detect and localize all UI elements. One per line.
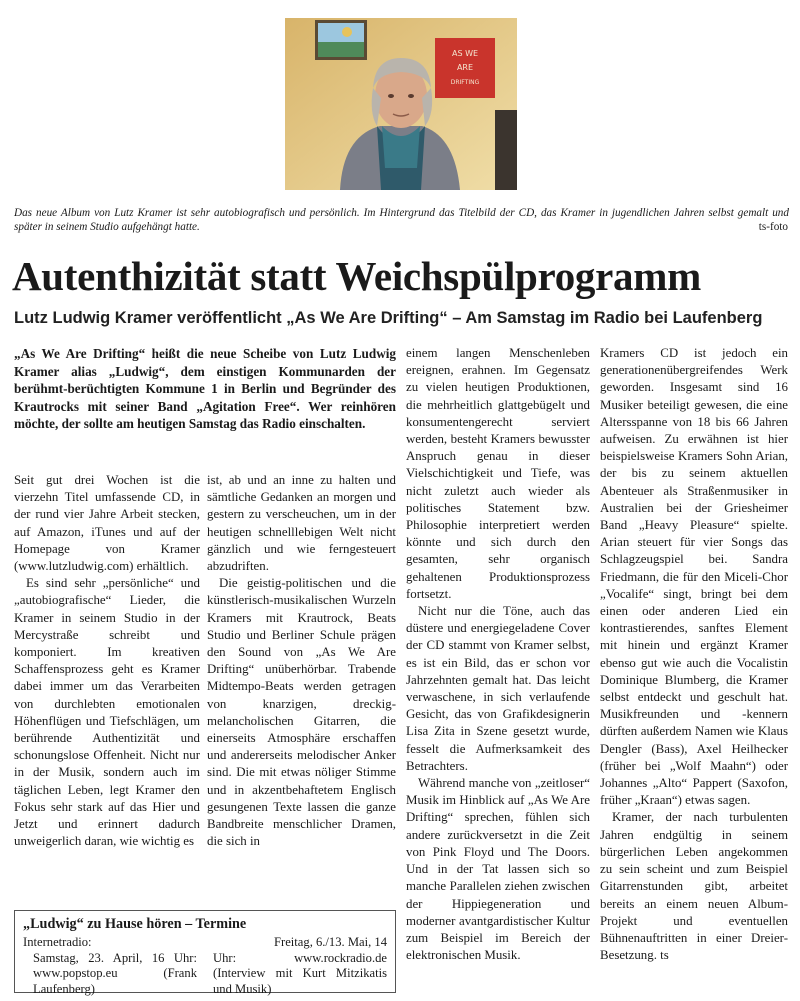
column-paragraph: Kramers CD ist jedoch ein generationenübergreifendes Werk geworden. Insgesamt sind 16 Musiker beteiligt gewesen, die eine Altersspanne von 18 bis 66 Jahren aufweisen. Zu erwähnen ist hier beispielsweise Kramers Sohn Arian, der bis zu seinem aktuellen Abenteuer als Straßenmusiker in Australien bei der Griesheimer Band „Heavy Pleasure“ spielte. Arian steuert für vier Songs das Schlagzeugspiel bei. Sandra Friedmann, die für den Miceli-Chor „Vocalife“ singt, bringt bei dem einen oder anderen Lied ein kontrastierendes, sanftes Element mit hinein und ergänzt Kramer ebenso gut wie auch die Vocalistin Dominique Blumberg, die Kramer selbst entdeckt und geschult hat. Musikfreunden und -kennern dürften außerdem Namen wie Klaus Dengler (Bass), Axel Heilhecker (früher bei „Wolf Maahn“) oder Johannes „Alto“ Pappert (Saxofon, früher „Kraan“) etwas sagen. [600, 346, 788, 808]
column-paragraph: einem langen Menschenleben ereignen, erahnen. Im Gegensatz zu vielen heutigen Produktionen, die mehrheitlich glattgebügelt und konsumentengerecht serviert werden, besteht Kramers bewusster Anspruch genau in dieser Vielschichtigkeit und Tiefe, was nicht zuletzt auch wieder als politisches Statement bzw. Philosophie interpretiert werden könnte und sich durch den gesamten, sehr organisch gehaltenen Produktionsprozess fortsetzt. [406, 346, 590, 601]
column-paragraph: Nicht nur die Töne, auch das düstere und energiegeladene Cover der CD stammt von Kramer selbst, es ist ein Bild, das er schon vor Jahrzehnten gemalt hat. Das leicht verwaschene, in sich verlaufende Gesicht, das von Grafikdesignerin Lisa Zita in Szene gesetzt wurde, fesselt die Aufmerksamkeit des Betrachters. [406, 604, 590, 773]
column-paragraph: Die geistig-politischen und die künstlerisch-musikalischen Wurzeln Kramers mit Krautrock, Beats Studio und Berliner Schule prägen den Sound von „As We Are Drifting“ unüberhörbar. Trabende Midtempo-Beats werden getragen von knarzigen, dreckig-melancholischen Gitarren, die einerseits Atmosphäre erschaffen und andererseits melodischer Anker sind. Die mit etwas nöliger Stimme und in akzentbehaftetem Englisch gesungenen Texte lassen die ganze Bandbreite menschlicher Dramen, die sich in [207, 576, 396, 849]
photo-credit: ts-foto [758, 221, 788, 233]
info-box-right [213, 935, 387, 997]
lead-text: „As We Are Drifting“ heißt die neue Scheibe von Lutz Ludwig Kramer alias „Ludwig“, dem einstigen Kommunarden der berühmt-berüchtigten Kommune 1 in Berlin und Begründer des Krautrocks mit seiner Band „Agitation Free“. Wer reinhören möchte, der sollte am heutigen Samstag das Radio einschalten. [14, 346, 396, 432]
column-paragraph: Es sind sehr „persönliche“ und „autobiografische“ Lieder, die Kramer in seinem Studio in der Mercystraße schreibt und komponiert. Im kreativen Schaffensprozess geht es Kramer dabei immer um das Verarbeiten von durchlebten emotionalen Höhenflügen und Tiefschlägen, um berührende Authentizität und schonungslose Offenheit. Nicht nur in der Musik, sondern auch im täglichen Leben, legt Kramer den Fokus sehr stark auf das Hier und Jetzt und erinnert dadurch unweigerlich daran, wie wichtig es [14, 576, 200, 849]
info-box-left-head: Internetradio: [23, 935, 92, 949]
column-paragraph: Seit gut drei Wochen ist die vierzehn Titel umfassende CD, in der rund vier Jahre Arbeit stecken, auf Amazon, iTunes und auf der Homepage von Kramer (www.lutzludwig.com) erhältlich. [14, 473, 200, 574]
info-box-title: „Ludwig“ zu Hause hören – Termine [23, 916, 247, 932]
info-box-left [23, 935, 197, 997]
article-column-1 [14, 472, 200, 850]
portrait-photo [285, 18, 517, 190]
column-paragraph: Während manche von „zeitloser“ Musik im Hinblick auf „As We Are Drifting“ sprechen, fühlen sich andere zurückversetzt in die Zeit von Pink Floyd und The Doors. Und in der Tat lassen sich so manche Parallelen ziehen zwischen der Hippiegeneration und moderner avantgardistischer Kultur zum Beispiel im Bereich der elektronischen Musik. [406, 776, 590, 963]
svg-text:ARE: ARE [456, 63, 474, 72]
wall-painting [315, 20, 367, 60]
info-box-right-body: Uhr: www.rockradio.de (Interview mit Kurt Mitzikatis und Musik) [213, 950, 387, 996]
cd-cover-painting [435, 38, 495, 98]
info-box-left-body: Samstag, 23. April, 16 Uhr: www.popstop.eu (Frank Laufenberg) [33, 950, 197, 996]
article-photo [285, 18, 517, 190]
subheadline: Lutz Ludwig Kramer veröffentlicht „As We Are Drifting“ – Am Samstag im Radio bei Laufenberg [14, 309, 763, 327]
article-column-4 [600, 345, 788, 964]
article-column-3 [406, 345, 590, 964]
svg-text:AS WE: AS WE [451, 49, 479, 58]
column-paragraph: Kramer, der nach turbulenten Jahren endgültig in seinem bürgerlichen Leben angekommen zu sein scheint und zum Beispiel Gitarrenstunden gibt, arbeitet bereits an einem neuen Album-Projekt und eventuellen Bühnenauftritten in einer Dreier-Besetzung. ts [600, 810, 788, 963]
headline: Autenthizität statt Weichspülprogramm [12, 253, 701, 299]
info-box-right-head: Freitag, 6./13. Mai, 14 [274, 935, 387, 949]
lead-paragraph [14, 345, 396, 433]
column-paragraph: ist, ab und an inne zu halten und sämtliche Gedanken an morgen und gestern zu verscheuchen, um in der heutigen schnelllebigen Welt nicht gänzlich und wie ferngesteuert abzudriften. [207, 473, 396, 574]
info-box-termine [14, 910, 396, 996]
photo-caption: Das neue Album von Lutz Kramer ist sehr autobiografisch und persönlich. Im Hintergrund das Titelbild der CD, das Kramer in jugendlichen Jahren selbst gemalt und später in seinem Studio aufgehängt hatte. [14, 207, 789, 233]
article-column-2 [207, 472, 396, 850]
svg-text:DRIFTING: DRIFTING [450, 79, 480, 86]
